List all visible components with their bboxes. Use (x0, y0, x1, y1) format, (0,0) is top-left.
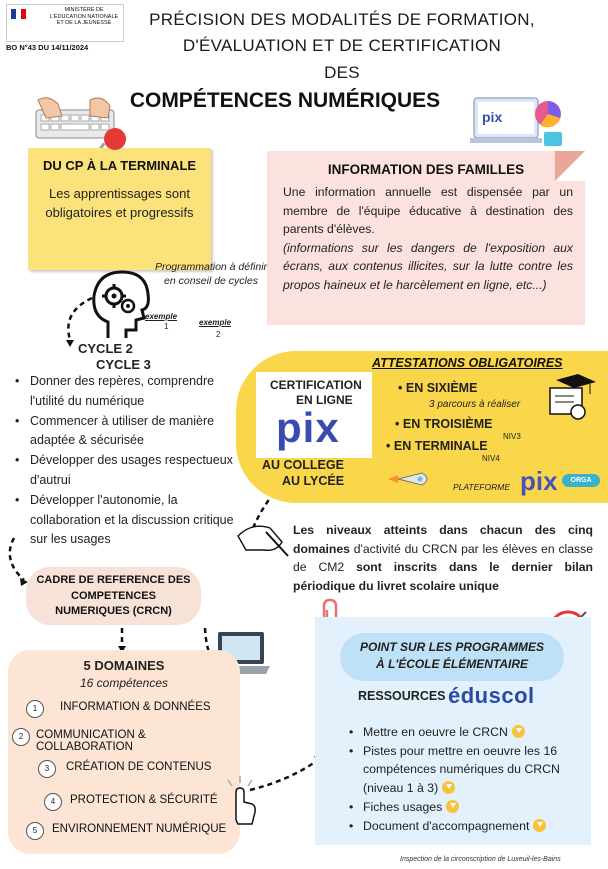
domain-label: CRÉATION DE CONTENUS (66, 761, 212, 773)
plateforme-label: PLATEFORME (453, 482, 510, 492)
domain-number: 4 (44, 793, 62, 811)
cycle-2-label: CYCLE 2 (78, 341, 133, 356)
attestations-title: ATTESTATIONS OBLIGATOIRES (372, 356, 563, 370)
example-1-label: exemple (145, 312, 178, 321)
sticky-title: DU CP À LA TERMINALE (42, 158, 197, 173)
orga-badge: ORGA (562, 474, 600, 487)
cycle-3-label: CYCLE 3 (96, 357, 151, 372)
domain-number: 1 (26, 700, 44, 718)
domain-label: INFORMATION & DONNÉES (60, 701, 211, 713)
domain-label: PROTECTION & SÉCURITÉ (70, 794, 218, 806)
crcn-line-3: NUMERIQUES (CRCN) (55, 605, 172, 617)
terminale-text: EN TERMINALE (393, 439, 488, 453)
title-line-3: DES (324, 63, 360, 82)
programmes-header-line-2: À L'ÉCOLE ÉLÉMENTAIRE (376, 657, 528, 671)
resource-item[interactable] (347, 817, 587, 836)
download-icon[interactable] (442, 781, 455, 794)
certification-label: CERTIFICATION (270, 378, 362, 392)
crcn-title (26, 573, 201, 620)
eduscol-logo: éduscol (448, 683, 535, 708)
list-item: • Développer des usages respectueux d'autrui (12, 451, 238, 491)
domain-number: 3 (38, 760, 56, 778)
list-item: • Donner des repères, comprendre l'utilité du numérique (12, 372, 238, 412)
programming-note: Programmation à définir en conseil de cycles (154, 261, 268, 287)
resource-item[interactable] (347, 742, 587, 798)
resource-item[interactable] (347, 798, 587, 817)
diploma-icon (546, 374, 596, 426)
families-note: (informations sur les dangers de l'exposition aux écrans, aux contenus illicites, sur la lutte contre les propos haineux et le harcèlement en ligne, etc...) (283, 240, 573, 292)
sixieme-subtext: 3 parcours à réaliser (429, 399, 521, 410)
list-item: • Commencer à utiliser de manière adaptée & sécurisée (12, 412, 238, 452)
crcn-box (26, 567, 201, 625)
svg-text:pix: pix (482, 109, 503, 125)
list-item: • Développer l'autonomie, la collaboration et la discussion critique sur les usages (12, 491, 238, 550)
download-icon[interactable] (446, 800, 459, 813)
example-1-number: 1 (164, 322, 169, 331)
lycee-label: AU LYCÉE (282, 474, 345, 488)
niveaux-bold-1: Les niveaux atteints dans chacun des cinq domaines (293, 523, 593, 556)
sticky-body: Les apprentissages sont obligatoires et progressifs (45, 186, 194, 220)
troisieme-level: NIV3 (503, 432, 521, 441)
niveaux-text (293, 521, 593, 595)
families-title: INFORMATION DES FAMILLES (327, 162, 525, 177)
domain-label: COMMUNICATION & COLLABORATION (36, 729, 146, 753)
pix-logo: pix (276, 404, 340, 451)
resource-label[interactable]: Mettre en oeuvre le CRCN (363, 725, 508, 739)
download-icon[interactable] (533, 819, 546, 832)
download-icon[interactable] (512, 725, 525, 738)
crcn-line-1: CADRE DE REFERENCE DES (36, 574, 191, 586)
domain-number: 5 (26, 822, 44, 840)
domaines-subtitle: 16 compétences (79, 676, 169, 690)
footer-credit: Inspection de la circonscription de Luxeuil-les-Bains (400, 856, 561, 863)
college-label: AU COLLEGE (262, 458, 344, 472)
domaines-box (8, 650, 240, 854)
terminale-label: • EN TERMINALE (386, 439, 488, 453)
page-title: COMPÉTENCES NUMÉRIQUES (129, 89, 441, 112)
logo-text: MINISTÈRE DE L'ÉDUCATION NATIONALE ET DE LA JEUNESSE (49, 7, 119, 26)
rocket-icon (388, 470, 434, 488)
families-text: Une information annuelle est dispensée par un membre de l'équipe éducative à destination des parents d'élèves. (283, 185, 573, 237)
troisieme-label: • EN TROISIÈME (395, 417, 493, 431)
example-2-number: 2 (216, 330, 221, 339)
example-2-label: exemple (199, 318, 232, 327)
sixieme-label: • EN SIXIÈME (398, 381, 478, 395)
title-line-2: D'ÉVALUATION ET DE CERTIFICATION (182, 36, 502, 55)
online-label: EN LIGNE (296, 393, 353, 407)
resource-label[interactable]: Fiches usages (363, 799, 443, 814)
bo-reference: BO N°43 DU 14/11/2024 (6, 43, 89, 52)
resource-item[interactable] (347, 723, 587, 742)
domain-number: 2 (12, 728, 30, 746)
cycle-goals-list (12, 372, 238, 550)
sixieme-text: EN SIXIÈME (405, 381, 478, 395)
terminale-level: NIV4 (482, 454, 500, 463)
title-line-1: PRÉCISION DES MODALITÉS DE FORMATION, (149, 10, 535, 29)
niveaux-plain: d'activité du CRCN par les élèves en classe de CM2 (293, 541, 593, 575)
crcn-line-2: COMPETENCES (71, 589, 156, 602)
domain-label: ENVIRONNEMENT NUMÉRIQUE (52, 823, 227, 835)
resources-list (347, 723, 587, 835)
troisieme-text: EN TROISIÈME (402, 417, 493, 431)
pix-orga-logo: pix (520, 466, 558, 496)
niveaux-bold-2: sont inscrits dans le dernier bilan périodique du livret scolaire unique (293, 560, 593, 593)
domaines-title: 5 DOMAINES (83, 658, 165, 673)
resource-label[interactable]: Document d'accompagnement (363, 818, 530, 833)
ressources-label: RESSOURCES (358, 689, 446, 703)
hand-writing-icon (236, 514, 290, 558)
pointer-hand-icon (222, 776, 260, 826)
programmes-header (340, 633, 564, 681)
resource-label[interactable]: Pistes pour mettre en oeuvre les 16 compétences numériques du CRCN (niveau 1 à 3) (363, 743, 560, 796)
programmes-header-line-1: POINT SUR LES PROGRAMMES (359, 640, 544, 654)
